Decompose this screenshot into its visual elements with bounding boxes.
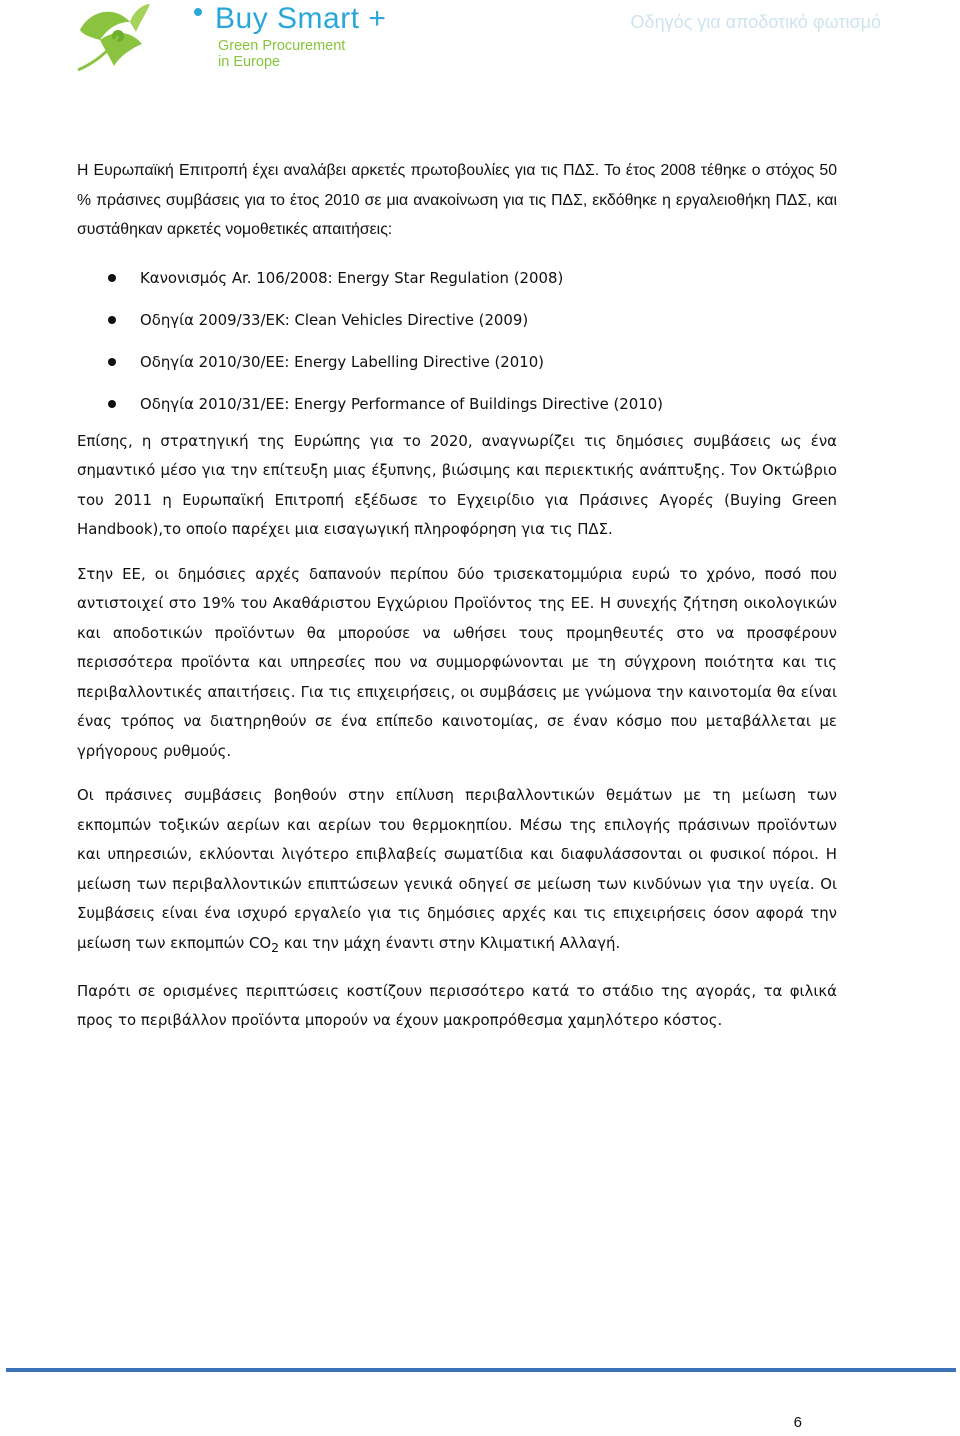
- footer-divider: [6, 1368, 956, 1372]
- intro-paragraph: Η Ευρωπαϊκή Επιτροπή έχει αναλάβει αρκετές πρωτοβουλίες για τις ΠΔΣ. Το έτος 2008 τέθηκε ο στόχος 50 % πράσινες συμβάσεις για το έτος 2010 σε μια ανακοίνωση για τις ΠΔΣ, εκδόθηκε η εργαλειοθήκη ΠΔΣ, και συστάθηκαν αρκετές νομοθετικές απαιτήσεις:: [77, 162, 837, 238]
- paragraph-text: και την μάχη έναντι στην Κλιματική Αλλαγή.: [279, 933, 621, 952]
- co2-subscript: 2: [271, 939, 280, 955]
- list-item: [77, 383, 837, 425]
- brand-name: Buy Smart +: [215, 2, 387, 35]
- list-item: [77, 299, 837, 341]
- legislation-list: [77, 257, 837, 425]
- document-title: Οδηγός για αποδοτικό φωτισμό: [630, 12, 881, 32]
- bullet-icon: [108, 274, 116, 282]
- green-contracts-paragraph: [77, 781, 837, 962]
- document-body: [77, 156, 837, 1036]
- list-item-text: Οδηγία 2010/30/ΕΕ: Energy Labelling Directive (2010): [140, 352, 544, 371]
- list-item: [77, 341, 837, 383]
- page-header: [0, 0, 960, 90]
- brand-tagline-line1: Green Procurement: [218, 38, 346, 54]
- list-item-text: Οδηγία 2009/33/ΕΚ: Clean Vehicles Directive (2009): [140, 310, 529, 329]
- brand-tagline-line2: in Europe: [218, 54, 281, 70]
- bullet-icon: [108, 316, 116, 324]
- strategy-paragraph: Επίσης, η στρατηγική της Ευρώπης για το 2020, αναγνωρίζει τις δημόσιες συμβάσεις ως ένα σημαντικό μέσο για την επίτευξη μιας έξυπνης, βιώσιμης και περιεκτικής ανάπτυξης. Τον Οκτώβριο του 2011 η Ευρωπαϊκή Επιτροπή εξέδωσε το Εγχειρίδιο για Πράσινες Αγορές (Buying Green Handbook),το οποίο παρέχει μια εισαγωγική πληροφόρηση για τις ΠΔΣ.: [77, 431, 837, 538]
- spending-paragraph: Στην ΕΕ, οι δημόσιες αρχές δαπανούν περίπου δύο τρισεκατομμύρια ευρώ το χρόνο, ποσό που αντιστοιχεί στο 19% του Ακαθάριστου Εγχώριου Προϊόντος της ΕΕ. Η συνεχής ζήτηση οικολογικών και αποδοτικών προϊόντων θα μπορούσε να ωθήσει τους προμηθευτές στο να προσφέρουν περισσότερα προϊόντα και υπηρεσίες που να συμμορφώνονται με τη σύγχρονη ποιότητα και τις περιβαλλοντικές απαιτήσεις. Για τις επιχειρήσεις, οι συμβάσεις με γνώμονα την καινοτομία θα είναι ένας τρόπος να διατηρηθούν σε ένα επίπεδο καινοτομίας, σε έναν κόσμο που μεταβάλλεται με γρήγορους ρυθμούς.: [77, 564, 837, 760]
- list-item-text: Κανονισμός Αr. 106/2008: Energy Star Regulation (2008): [140, 268, 564, 287]
- list-item-text: Οδηγία 2010/31/ΕΕ: Energy Performance of Buildings Directive (2010): [140, 394, 663, 413]
- paragraph-text: Οι πράσινες συμβάσεις βοηθούν στην επίλυση περιβαλλοντικών θεμάτων με τη μείωση των εκπομπών τοξικών αερίων και αερίων του θερμοκηπίου. Μέσω της επιλογής πράσινων προϊόντων και υπηρεσιών, εκλύονται λιγότερο επιβλαβείς σωματίδια και διαφυλάσσονται οι φυσικοί πόροι. Η μείωση των περιβαλλοντικών επιπτώσεων γενικά οδηγεί σε μείωση των κινδύνων για την υγεία. Οι Συμβάσεις είναι ένα ισχυρό εργαλείο για τις δημόσιες αρχές και τις επιχειρήσεις όσον αφορά την μείωση των εκπομπών CO: [77, 786, 837, 952]
- page-number: 6: [793, 1414, 802, 1431]
- buy-smart-logo: [70, 0, 387, 80]
- bullet-icon: [108, 400, 116, 408]
- maple-seed-logo-icon: [70, 0, 220, 80]
- brand-tagline: [218, 38, 345, 70]
- list-item: [77, 257, 837, 299]
- cost-paragraph: Παρότι σε ορισμένες περιπτώσεις κοστίζουν περισσότερο κατά το στάδιο της αγοράς, τα φιλικά προς το περιβάλλον προϊόντα μπορούν να έχουν μακροπρόθεσμα χαμηλότερο κόστος.: [77, 981, 837, 1030]
- bullet-icon: [108, 358, 116, 366]
